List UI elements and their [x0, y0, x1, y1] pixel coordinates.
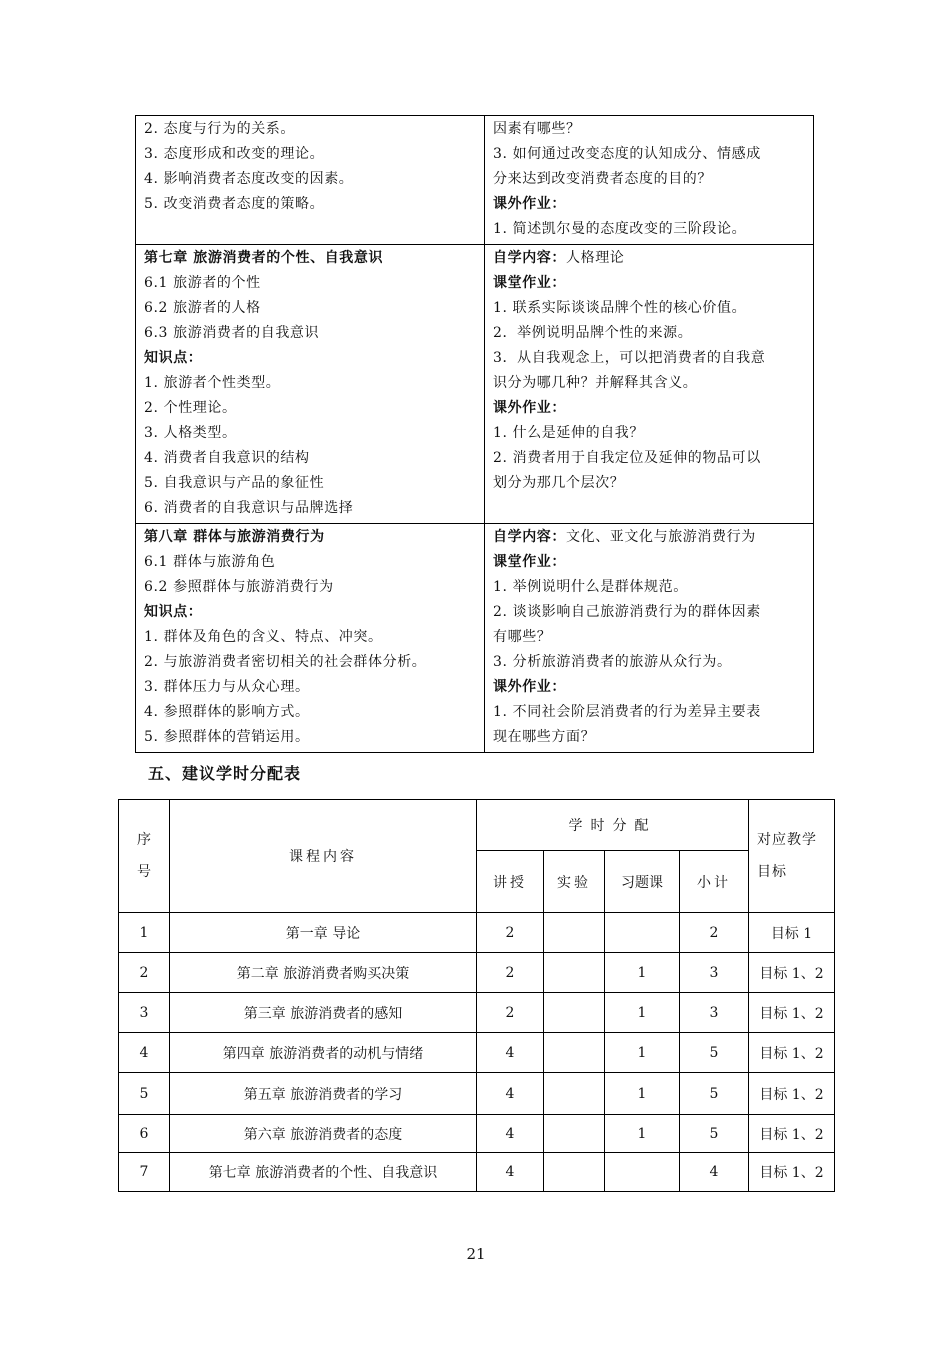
text-line: 1. 简述凯尔曼的态度改变的三阶段论。: [493, 221, 747, 237]
header-target: 对应教学 目标: [749, 800, 835, 913]
text-line: 6.1 群体与旅游角色: [144, 554, 276, 570]
row-lab: [544, 993, 605, 1033]
text-line: 2. 与旅游消费者密切相关的社会群体分析。: [144, 654, 427, 670]
row-subtotal: 3: [680, 953, 749, 993]
text-line: 6.1 旅游者的个性: [144, 275, 261, 291]
row-lecture: 4: [477, 1115, 544, 1153]
row-lab: [544, 1033, 605, 1073]
row-subtotal: 4: [680, 1153, 749, 1192]
row-exercise: [605, 913, 680, 953]
row-lab: [544, 1073, 605, 1115]
syllabus-row-ch6: [136, 116, 814, 245]
text-line: 1. 什么是延伸的自我？: [493, 425, 645, 441]
table-row: [119, 1033, 835, 1073]
text-line: 有哪些？: [493, 629, 552, 645]
text-line: 现在哪些方面？: [493, 729, 596, 745]
row-number: 6: [119, 1115, 170, 1153]
ch7-content-cell: [136, 245, 485, 524]
text-line: 6. 消费者的自我意识与品牌选择: [144, 500, 354, 516]
row-exercise: 1: [605, 1115, 680, 1153]
row-lecture: 2: [477, 953, 544, 993]
homework-heading: 课外作业：: [493, 196, 566, 212]
text-line: 3. 人格类型。: [144, 425, 237, 441]
chapter-title: 第七章 旅游消费者的个性、自我意识: [144, 250, 384, 266]
table-row: [119, 1115, 835, 1153]
self-study-line: [493, 525, 805, 550]
homework-heading: 课外作业：: [493, 400, 566, 416]
row-target: 目标 1、2: [749, 1033, 835, 1073]
table-row: [119, 1153, 835, 1192]
text-line: 1. 举例说明什么是群体规范。: [493, 579, 688, 595]
row-content: 第三章 旅游消费者的感知: [170, 993, 477, 1033]
text-line: 1. 不同社会阶层消费者的行为差异主要表: [493, 704, 761, 720]
text-line: 6.3 旅游消费者的自我意识: [144, 325, 320, 341]
row-content: 第五章 旅游消费者的学习: [170, 1073, 477, 1115]
text-line: 2. 谈谈影响自己旅游消费行为的群体因素: [493, 604, 761, 620]
row-number: 2: [119, 953, 170, 993]
row-exercise: 1: [605, 1033, 680, 1073]
table-row: [119, 953, 835, 993]
row-subtotal: 3: [680, 993, 749, 1033]
row-content: 第一章 导论: [170, 913, 477, 953]
row-exercise: 1: [605, 993, 680, 1033]
row-lab: [544, 953, 605, 993]
text-line: 识分为哪几种？并解释其含义。: [493, 375, 698, 391]
header-row: [119, 800, 835, 851]
row-content: 第六章 旅游消费者的态度: [170, 1115, 477, 1153]
text-line: 3. 如何通过改变态度的认知成分、情感成: [493, 146, 761, 162]
row-number: 7: [119, 1153, 170, 1192]
header-content: 课程内容: [170, 800, 477, 913]
row-lab: [544, 913, 605, 953]
table-row: [119, 1073, 835, 1115]
homework-heading: 课外作业：: [493, 679, 566, 695]
row-target: 目标 1、2: [749, 993, 835, 1033]
text-line: 6.2 参照群体与旅游消费行为: [144, 579, 334, 595]
text-line: 2. 态度与行为的关系。: [144, 121, 296, 137]
self-study-text: 文化、亚文化与旅游消费行为: [566, 529, 756, 545]
row-lecture: 2: [477, 993, 544, 1033]
syllabus-row-ch8: [136, 524, 814, 753]
row-target: 目标 1、2: [749, 1153, 835, 1192]
text-line: [144, 217, 476, 242]
header-lecture: 讲授: [477, 851, 544, 913]
text-line: 3．从自我观念上，可以把消费者的自我意: [493, 350, 766, 366]
row-content: 第二章 旅游消费者购买决策: [170, 953, 477, 993]
text-line: 2. 个性理论。: [144, 400, 237, 416]
row-lab: [544, 1153, 605, 1192]
text-line: 2．举例说明品牌个性的来源。: [493, 325, 693, 341]
text-line: 4. 影响消费者态度改变的因素。: [144, 171, 354, 187]
row-target: 目标 1、2: [749, 1073, 835, 1115]
row-subtotal: 2: [680, 913, 749, 953]
syllabus-table: [135, 115, 814, 753]
row-target: 目标 1: [749, 913, 835, 953]
header-hours: 学时分配: [477, 800, 749, 851]
syllabus-row-ch7: [136, 245, 814, 524]
row-exercise: [605, 1153, 680, 1192]
row-exercise: 1: [605, 953, 680, 993]
row-lecture: 2: [477, 913, 544, 953]
ch6-content-cell: [136, 116, 485, 245]
row-content: 第四章 旅游消费者的动机与情绪: [170, 1033, 477, 1073]
row-subtotal: 5: [680, 1033, 749, 1073]
text-line: 4. 消费者自我意识的结构: [144, 450, 310, 466]
ch8-assignment-cell: [485, 524, 814, 753]
classwork-heading: 课堂作业：: [493, 275, 566, 291]
row-target: 目标 1、2: [749, 953, 835, 993]
header-subtotal: 小计: [680, 851, 749, 913]
page-number: 21: [466, 1245, 486, 1263]
self-study-label: 自学内容：: [493, 529, 566, 545]
text-line: 4. 参照群体的影响方式。: [144, 704, 310, 720]
self-study-line: [493, 246, 805, 271]
ch6-assignment-cell: [485, 116, 814, 245]
row-lecture: 4: [477, 1153, 544, 1192]
row-target: 目标 1、2: [749, 1115, 835, 1153]
knowledge-heading: 知识点：: [144, 604, 203, 620]
text-line: 2. 消费者用于自我定位及延伸的物品可以: [493, 450, 761, 466]
text-line: 5. 参照群体的营销运用。: [144, 729, 310, 745]
header-exercise: 习题课: [605, 851, 680, 913]
text-line: 因素有哪些？: [493, 121, 581, 137]
row-number: 1: [119, 913, 170, 953]
self-study-text: 人格理论: [566, 250, 625, 266]
row-subtotal: 5: [680, 1115, 749, 1153]
self-study-label: 自学内容：: [493, 250, 566, 266]
header-seq: 序 号: [119, 800, 170, 913]
header-lab: 实验: [544, 851, 605, 913]
classwork-heading: 课堂作业：: [493, 554, 566, 570]
text-line: 3. 群体压力与从众心理。: [144, 679, 310, 695]
text-line: 划分为那几个层次？: [493, 475, 625, 491]
row-lecture: 4: [477, 1033, 544, 1073]
row-lecture: 4: [477, 1073, 544, 1115]
hours-table: [118, 799, 835, 1192]
knowledge-heading: 知识点：: [144, 350, 203, 366]
text-line: 6.2 旅游者的人格: [144, 300, 261, 316]
text-line: 分来达到改变消费者态度的目的？: [493, 171, 712, 187]
row-exercise: 1: [605, 1073, 680, 1115]
text-line: 5. 改变消费者态度的策略。: [144, 196, 325, 212]
text-line: 3. 态度形成和改变的理论。: [144, 146, 325, 162]
text-line: 1. 旅游者个性类型。: [144, 375, 281, 391]
table-row: [119, 913, 835, 953]
text-line: 3. 分析旅游消费者的旅游从众行为。: [493, 654, 732, 670]
row-number: 3: [119, 993, 170, 1033]
text-line: 5. 自我意识与产品的象征性: [144, 475, 325, 491]
section-heading: 五、建议学时分配表: [148, 764, 302, 783]
ch8-content-cell: [136, 524, 485, 753]
row-subtotal: 5: [680, 1073, 749, 1115]
table-row: [119, 993, 835, 1033]
chapter-title: 第八章 群体与旅游消费行为: [144, 529, 325, 545]
row-lab: [544, 1115, 605, 1153]
row-content: 第七章 旅游消费者的个性、自我意识: [170, 1153, 477, 1192]
text-line: 1. 群体及角色的含义、特点、冲突。: [144, 629, 383, 645]
text-line: 1. 联系实际谈谈品牌个性的核心价值。: [493, 300, 747, 316]
row-number: 4: [119, 1033, 170, 1073]
row-number: 5: [119, 1073, 170, 1115]
ch7-assignment-cell: [485, 245, 814, 524]
